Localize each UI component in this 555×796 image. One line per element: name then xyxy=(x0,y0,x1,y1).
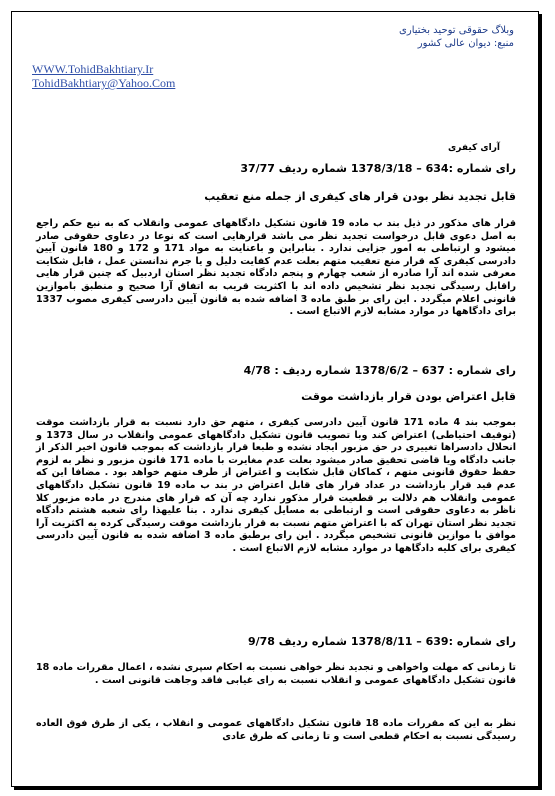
document-page xyxy=(11,11,539,787)
ruling-reference-3: رای شماره :639 – 1378/8/11 شماره رديف 9/78 xyxy=(247,635,516,648)
ruling-text-2: بموجب بند 4 ماده 171 قانون آيين دادرسی کيفری ، متهم حق دارد نسبت به قرار بازداشت موقت (توقيف احتياطی) اعتراض کند وبا تصويب قانون تشکيل دادگاههای عمومی وانقلاب در سال 1373 و انحلال دادسراها تغييری در حق مزبور ايجاد نشده و طبعا قرار بازداشت که بموجب قانون اخير الذکر از جانب دادگاه ويا قاضی تحقيق صادر ميشود بعلت عدم مغايرت با ماده 171 قانون مزبور و نظر به لزوم حفظ حقوق قانونی متهم ، کماکان قابل شکايت و اعتراض از طرف متهم خواهد بود . مضافا اين که عدم قيد قرار بازداشت در عداد قرار های قابل اعتراض در بند ب ماده 19 قانون تشکيل دادگاههای عمومی وانقلاب هم دلالت بر قطعيت قرار مذکور ندارد چه آن که قرار های مندرج در ماده مزبور کلا ناظر به دعاوی حقوقی است و ارتباطی به مسايل کيفری ندارد . بنا عليهذا رای شعبه هشتم دادگاه تجديد نظر استان تهران که با اعتراض متهم نسبت به قرار بازداشت موقت رسيدگی کرده به اکثريت آرا موافق با موازين قانونی تشخيص ميگردد . اين رای برطبق ماده 3 اضافه شده به قانون آيين دادرسی کيفری برای کليه دادگاهها در موارد مشابه لازم الاتباع است . xyxy=(36,417,517,554)
ruling-reference-2: رای شماره : 637 – 1378/6/2 شماره رديف : 4/78 xyxy=(243,364,516,377)
ruling-subject-2: قابل اعتراض بودن قرار بازداشت موقت xyxy=(301,390,516,403)
ruling-reference-1: رای شماره :634 – 1378/3/18 شماره رديف 37/77 xyxy=(240,162,516,175)
contact-links xyxy=(32,62,175,90)
blog-source: منبع: ديوان عالی کشور xyxy=(417,38,514,49)
ruling-text-1: قرار های مذکور در ذيل بند ب ماده 19 قانون تشکيل دادگاههای عمومی وانقلاب که به نبع حکم راجع به اصل دعوی قابل درخواست تجديد نظر می باشد قرارهايی است که نوعا در دعاوی حقوقی صادر ميشود و ارتباطی به امور جزايی ندارد . بنابراين و باعنايت به مواد 171 و 172 و 180 قانون آيين دادرسی کيفری که قرار منع تعقيب متهم بعلت عدم کفايت دليل و يا جرم ندانستن عمل ، قابل شکايت معرفی شده اند آرا صادره از شعب چهارم و پنجم دادگاه تجديد نظر استان اردبيل که چنين قرار هايی راقابل رسيدگی تجديد نظر تشخيص داده اند با اکثريت قريب به اتفاق آرا صحيح و منطبق باموازين قانونی اعلام ميگردد . اين رای بر طبق ماده 3 اضافه شده به قانون آيين دادرسی کيفری مصوب 1337 برای دادگاهها در موارد مشابه لازم الاتباع است . xyxy=(36,218,517,318)
ruling-text-3: تا زمانی که مهلت واخواهی و تجديد نظر خواهی نسبت به احکام سپری نشده ، اعمال مقررات ماده 18 قانون تشکيل دادگاههای عمومی و انقلاب نسبت به رای غيابی فاقد وجاهت قانونی است . xyxy=(36,662,516,686)
document-heading: آرای کيفری xyxy=(448,143,500,153)
blog-header xyxy=(399,24,514,50)
blog-title: وبلاگ حقوقی توحيد بختياری xyxy=(399,25,514,36)
closing-paragraph: نظر به اين که مقررات ماده 18 قانون تشکيل دادگاههای عمومی و انقلاب ، يکی از طرق فوق العاده رسيدگی نسبت به احکام قطعی است و تا زمانی که طرق عادی xyxy=(36,718,516,742)
email-link[interactable]: TohidBakhtiary@Yahoo.Com xyxy=(32,76,176,90)
ruling-subject-1: قابل تجديد نظر بودن قرار های کيفری از جمله منع تعقيب xyxy=(204,190,516,203)
website-link[interactable]: WWW.TohidBakhtiary.Ir xyxy=(32,62,154,76)
